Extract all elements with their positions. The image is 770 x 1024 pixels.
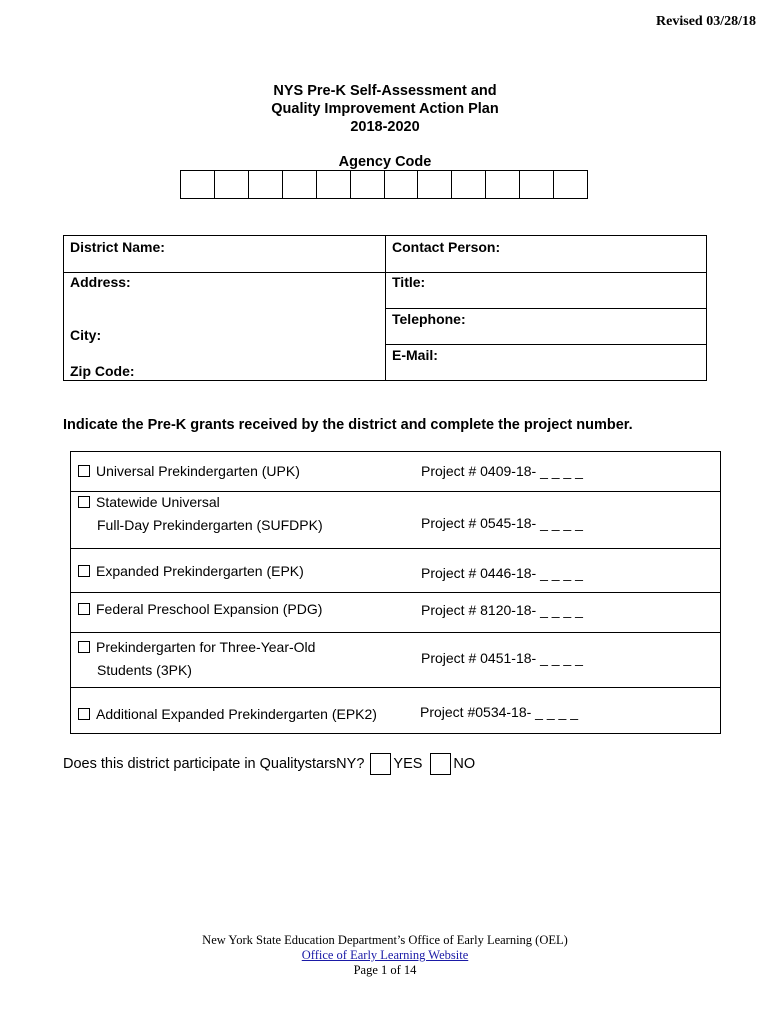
agency-code-label: Agency Code bbox=[338, 154, 432, 170]
yes-checkbox[interactable] bbox=[370, 753, 391, 775]
row-divider bbox=[385, 308, 706, 309]
grant-row-epk2 bbox=[71, 687, 720, 734]
agency-code-digit-box[interactable] bbox=[520, 171, 554, 198]
zip-code-field[interactable]: Zip Code: bbox=[70, 363, 135, 379]
qualitystars-question: Does this district participate in QualitystarsNY? bbox=[63, 756, 365, 772]
address-field[interactable]: Address: bbox=[70, 274, 131, 290]
city-field[interactable]: City: bbox=[70, 327, 102, 343]
upk-checkbox[interactable] bbox=[78, 465, 90, 477]
yes-label: YES bbox=[393, 756, 423, 772]
grant-name: Full-Day Prekindergarten (SUFDPK) bbox=[97, 517, 323, 533]
sufdpk-checkbox[interactable] bbox=[78, 496, 90, 508]
grant-project-number[interactable]: Project #0534-18- _ _ _ _ bbox=[420, 704, 578, 720]
contact-info-table bbox=[63, 235, 707, 381]
row-divider bbox=[385, 344, 706, 345]
title-field[interactable]: Title: bbox=[392, 274, 426, 290]
no-label: NO bbox=[453, 756, 476, 772]
agency-code-digit-box[interactable] bbox=[215, 171, 249, 198]
grant-row-upk bbox=[71, 452, 720, 491]
agency-code-digit-box[interactable] bbox=[283, 171, 317, 198]
agency-code-digit-box[interactable] bbox=[418, 171, 452, 198]
agency-code-digit-box[interactable] bbox=[249, 171, 283, 198]
grant-row-epk bbox=[71, 548, 720, 593]
grant-name: Expanded Prekindergarten (EPK) bbox=[96, 563, 304, 579]
grant-name: Statewide Universal bbox=[96, 494, 220, 510]
grant-project-number[interactable]: Project # 0545-18- _ _ _ _ bbox=[421, 515, 583, 531]
contact-person-field[interactable]: Contact Person: bbox=[392, 239, 501, 255]
agency-code-digit-box[interactable] bbox=[181, 171, 215, 198]
epk2-checkbox[interactable] bbox=[78, 708, 90, 720]
grant-project-number[interactable]: Project # 0451-18- _ _ _ _ bbox=[421, 650, 583, 666]
epk-checkbox[interactable] bbox=[78, 565, 90, 577]
grant-project-number[interactable]: Project # 0446-18- _ _ _ _ bbox=[421, 565, 583, 581]
grant-name: Universal Prekindergarten (UPK) bbox=[96, 463, 300, 479]
grants-table bbox=[70, 451, 721, 734]
telephone-field[interactable]: Telephone: bbox=[392, 311, 466, 327]
3pk-checkbox[interactable] bbox=[78, 641, 90, 653]
email-field[interactable]: E-Mail: bbox=[392, 347, 438, 363]
agency-code-digit-box[interactable] bbox=[385, 171, 419, 198]
qualitystars-question-row bbox=[63, 752, 475, 776]
page-footer bbox=[0, 933, 770, 978]
title-line-2: Quality Improvement Action Plan bbox=[271, 101, 499, 117]
page-title bbox=[0, 82, 770, 136]
grant-name: Students (3PK) bbox=[97, 662, 192, 678]
agency-code-digit-box[interactable] bbox=[317, 171, 351, 198]
grant-project-number[interactable]: Project # 0409-18- _ _ _ _ bbox=[421, 463, 583, 479]
agency-code-digit-box[interactable] bbox=[486, 171, 520, 198]
agency-code-digit-box[interactable] bbox=[554, 171, 587, 198]
grant-name: Additional Expanded Prekindergarten (EPK2) bbox=[96, 706, 377, 722]
grant-row-3pk bbox=[71, 632, 720, 688]
page-number: Page 1 of 14 bbox=[353, 963, 417, 977]
revised-date: Revised 03/28/18 bbox=[656, 14, 756, 29]
title-line-1: NYS Pre-K Self-Assessment and bbox=[273, 83, 497, 99]
agency-code-digit-box[interactable] bbox=[452, 171, 486, 198]
grant-name: Federal Preschool Expansion (PDG) bbox=[96, 601, 323, 617]
no-checkbox[interactable] bbox=[430, 753, 451, 775]
grants-instruction: Indicate the Pre-K grants received by the district and complete the project number. bbox=[63, 417, 633, 433]
title-line-3: 2018-2020 bbox=[350, 119, 420, 135]
footer-office-name: New York State Education Department’s Office of Early Learning (OEL) bbox=[202, 933, 568, 947]
agency-code-boxes bbox=[180, 170, 588, 199]
agency-code-digit-box[interactable] bbox=[351, 171, 385, 198]
grant-project-number[interactable]: Project # 8120-18- _ _ _ _ bbox=[421, 602, 583, 618]
district-name-field[interactable]: District Name: bbox=[70, 239, 165, 255]
pdg-checkbox[interactable] bbox=[78, 603, 90, 615]
grant-name: Prekindergarten for Three-Year-Old bbox=[96, 639, 316, 655]
oel-website-link[interactable]: Office of Early Learning Website bbox=[301, 948, 469, 962]
grant-row-pdg bbox=[71, 592, 720, 633]
row-divider bbox=[64, 272, 706, 273]
grant-row-sufdpk bbox=[71, 491, 720, 549]
